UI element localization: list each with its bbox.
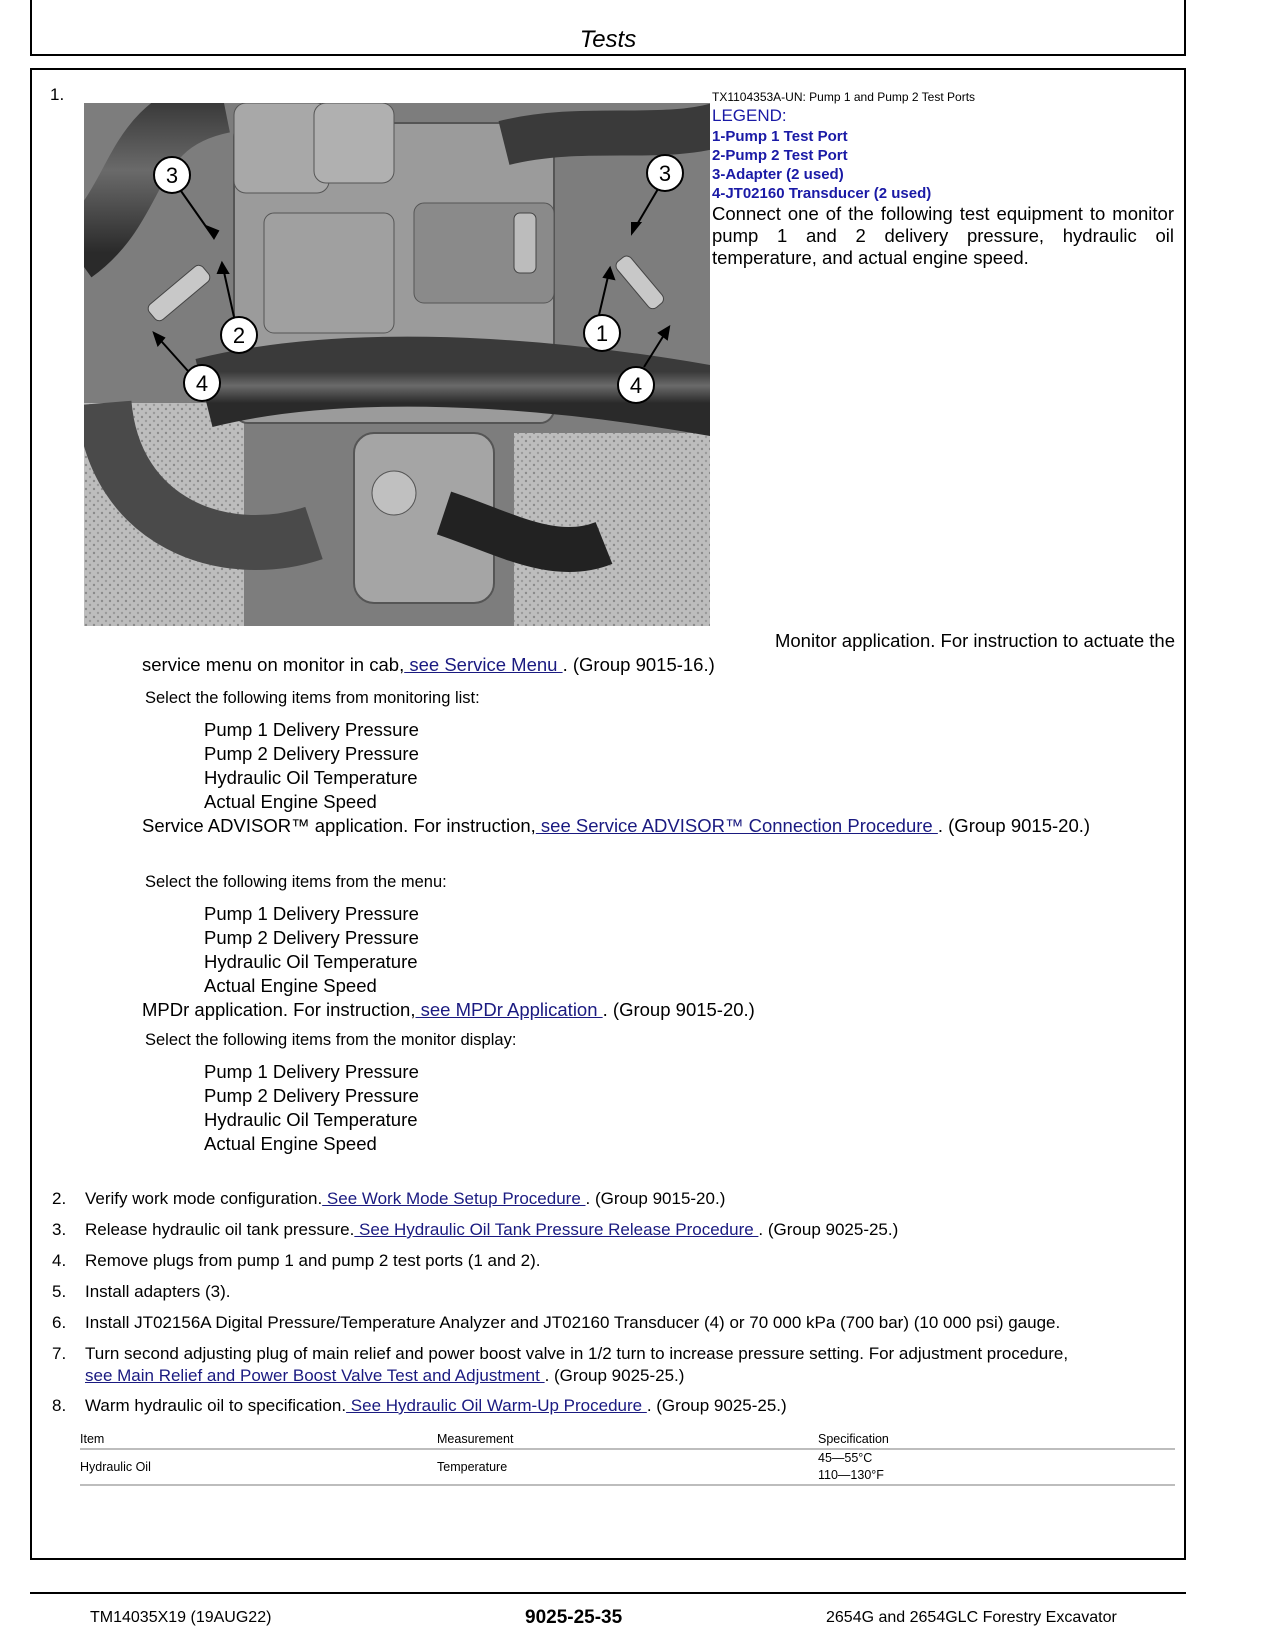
callout-4-right: 4 (629, 373, 643, 398)
page-title: Tests (579, 26, 637, 53)
step-4-text: Remove plugs from pump 1 and pump 2 test ports (1 and 2). (85, 1251, 541, 1270)
step-1-number: 1. (50, 85, 65, 104)
advisor-select-label: Select the following items from the menu: (145, 873, 447, 891)
advisor-paragraph: Service ADVISOR™ application. For instruction, see Service ADVISOR™ Connection Procedure . (Group 9015-20.) (142, 815, 1091, 836)
callout-2: 2 (232, 323, 246, 348)
advisor-item: Actual Engine Speed (204, 975, 377, 996)
monitor-item: Pump 2 Delivery Pressure (204, 743, 419, 764)
legend-item-3: 3-Adapter (2 used) (712, 166, 844, 183)
footer-manual-id: TM14035X19 (19AUG22) (90, 1609, 272, 1626)
advisor-connection-link[interactable]: see Service ADVISOR™ Connection Procedure (535, 815, 938, 836)
spec-table-header (80, 1432, 1175, 1450)
step-2-number: 2. (52, 1189, 67, 1208)
service-menu-link[interactable]: see Service Menu (404, 654, 563, 675)
legend-title: LEGEND: (712, 106, 787, 125)
step-4-number: 4. (52, 1251, 67, 1270)
oil-warm-up-link[interactable]: See Hydraulic Oil Warm-Up Procedure (346, 1396, 647, 1415)
step-5-number: 5. (52, 1282, 67, 1301)
spec-header-measurement: Measurement (437, 1432, 514, 1446)
step-3-number: 3. (52, 1220, 67, 1239)
advisor-item: Pump 2 Delivery Pressure (204, 927, 419, 948)
spec-header-item: Item (80, 1432, 105, 1446)
footer-page-number: 9025-25-35 (525, 1607, 623, 1628)
spec-value-celsius: 45—55°C (818, 1451, 873, 1465)
step-7-text: Turn second adjusting plug of main relief and power boost valve in 1/2 turn to increase pressure setting. For adjustment procedure, see Main Relief and Power Boost Valve Test and Adjustment . (Group 9025-25.) (85, 1344, 1069, 1385)
monitor-select-label: Select the following items from monitoring list: (145, 689, 480, 707)
step-7-number: 7. (52, 1344, 67, 1363)
callout-1: 1 (595, 321, 609, 346)
monitor-item: Actual Engine Speed (204, 791, 377, 812)
callout-3-right: 3 (658, 161, 672, 186)
mpdr-item: Hydraulic Oil Temperature (204, 1109, 418, 1130)
mpdr-item: Actual Engine Speed (204, 1133, 377, 1154)
legend-item-1: 1-Pump 1 Test Port (712, 128, 848, 145)
mpdr-item: Pump 2 Delivery Pressure (204, 1085, 419, 1106)
callout-3-left: 3 (165, 163, 179, 188)
step-1-intro: Connect one of the following test equipment to monitor pump 1 and 2 delivery pressure, hydraulic oil temperature, and actual engine speed. (712, 203, 1174, 268)
footer-model: 2654G and 2654GLC Forestry Excavator (826, 1609, 1117, 1626)
step-3-text: Release hydraulic oil tank pressure. See Hydraulic Oil Tank Pressure Release Procedure . (Group 9025-25.) (85, 1220, 899, 1239)
main-relief-valve-link[interactable]: see Main Relief and Power Boost Valve Test and Adjustment (85, 1366, 545, 1385)
specification-table (80, 1432, 1175, 1486)
step-5-text: Install adapters (3). (85, 1282, 231, 1301)
mpdr-paragraph: MPDr application. For instruction, see MPDr Application . (Group 9015-20.) (142, 999, 755, 1020)
pump-test-ports-photo (84, 103, 710, 626)
legend-item-2: 2-Pump 2 Test Port (712, 147, 848, 164)
tank-pressure-release-link[interactable]: See Hydraulic Oil Tank Pressure Release Procedure (354, 1220, 759, 1239)
monitor-line-1: Monitor application. For instruction to actuate the (774, 630, 1175, 651)
photo-illustration (84, 103, 710, 626)
step-6-text: Install JT02156A Digital Pressure/Temperature Analyzer and JT02160 Transducer (4) or 70 000 kPa (700 bar) (10 000 psi) gauge. (85, 1313, 1061, 1332)
callout-4-left: 4 (195, 371, 209, 396)
spec-measurement: Temperature (437, 1460, 508, 1474)
step-2-text: Verify work mode configuration. See Work Mode Setup Procedure . (Group 9015-20.) (85, 1189, 726, 1208)
spec-header-specification: Specification (818, 1432, 889, 1446)
advisor-item: Hydraulic Oil Temperature (204, 951, 418, 972)
work-mode-setup-link[interactable]: See Work Mode Setup Procedure (322, 1189, 586, 1208)
advisor-item: Pump 1 Delivery Pressure (204, 903, 419, 924)
monitor-item: Pump 1 Delivery Pressure (204, 719, 419, 740)
monitor-item: Hydraulic Oil Temperature (204, 767, 418, 788)
step-8-number: 8. (52, 1396, 67, 1415)
mpdr-application-link[interactable]: see MPDr Application (415, 999, 603, 1020)
legend-item-4: 4-JT02160 Transducer (2 used) (712, 185, 932, 202)
spec-value-fahrenheit: 110—130°F (818, 1468, 884, 1482)
step-8-text: Warm hydraulic oil to specification. See Hydraulic Oil Warm-Up Procedure . (Group 9025-25.) (85, 1396, 787, 1415)
step-6-number: 6. (52, 1313, 67, 1332)
monitor-line-2: service menu on monitor in cab, see Service Menu . (Group 9015-16.) (142, 654, 715, 675)
footer-rule (30, 1592, 1186, 1594)
spec-item: Hydraulic Oil (80, 1460, 151, 1474)
table-row (80, 1450, 1175, 1486)
mpdr-select-label: Select the following items from the monitor display: (145, 1031, 517, 1049)
figure-caption: TX1104353A-UN: Pump 1 and Pump 2 Test Ports (712, 90, 976, 104)
mpdr-item: Pump 1 Delivery Pressure (204, 1061, 419, 1082)
page-header (30, 0, 1186, 56)
